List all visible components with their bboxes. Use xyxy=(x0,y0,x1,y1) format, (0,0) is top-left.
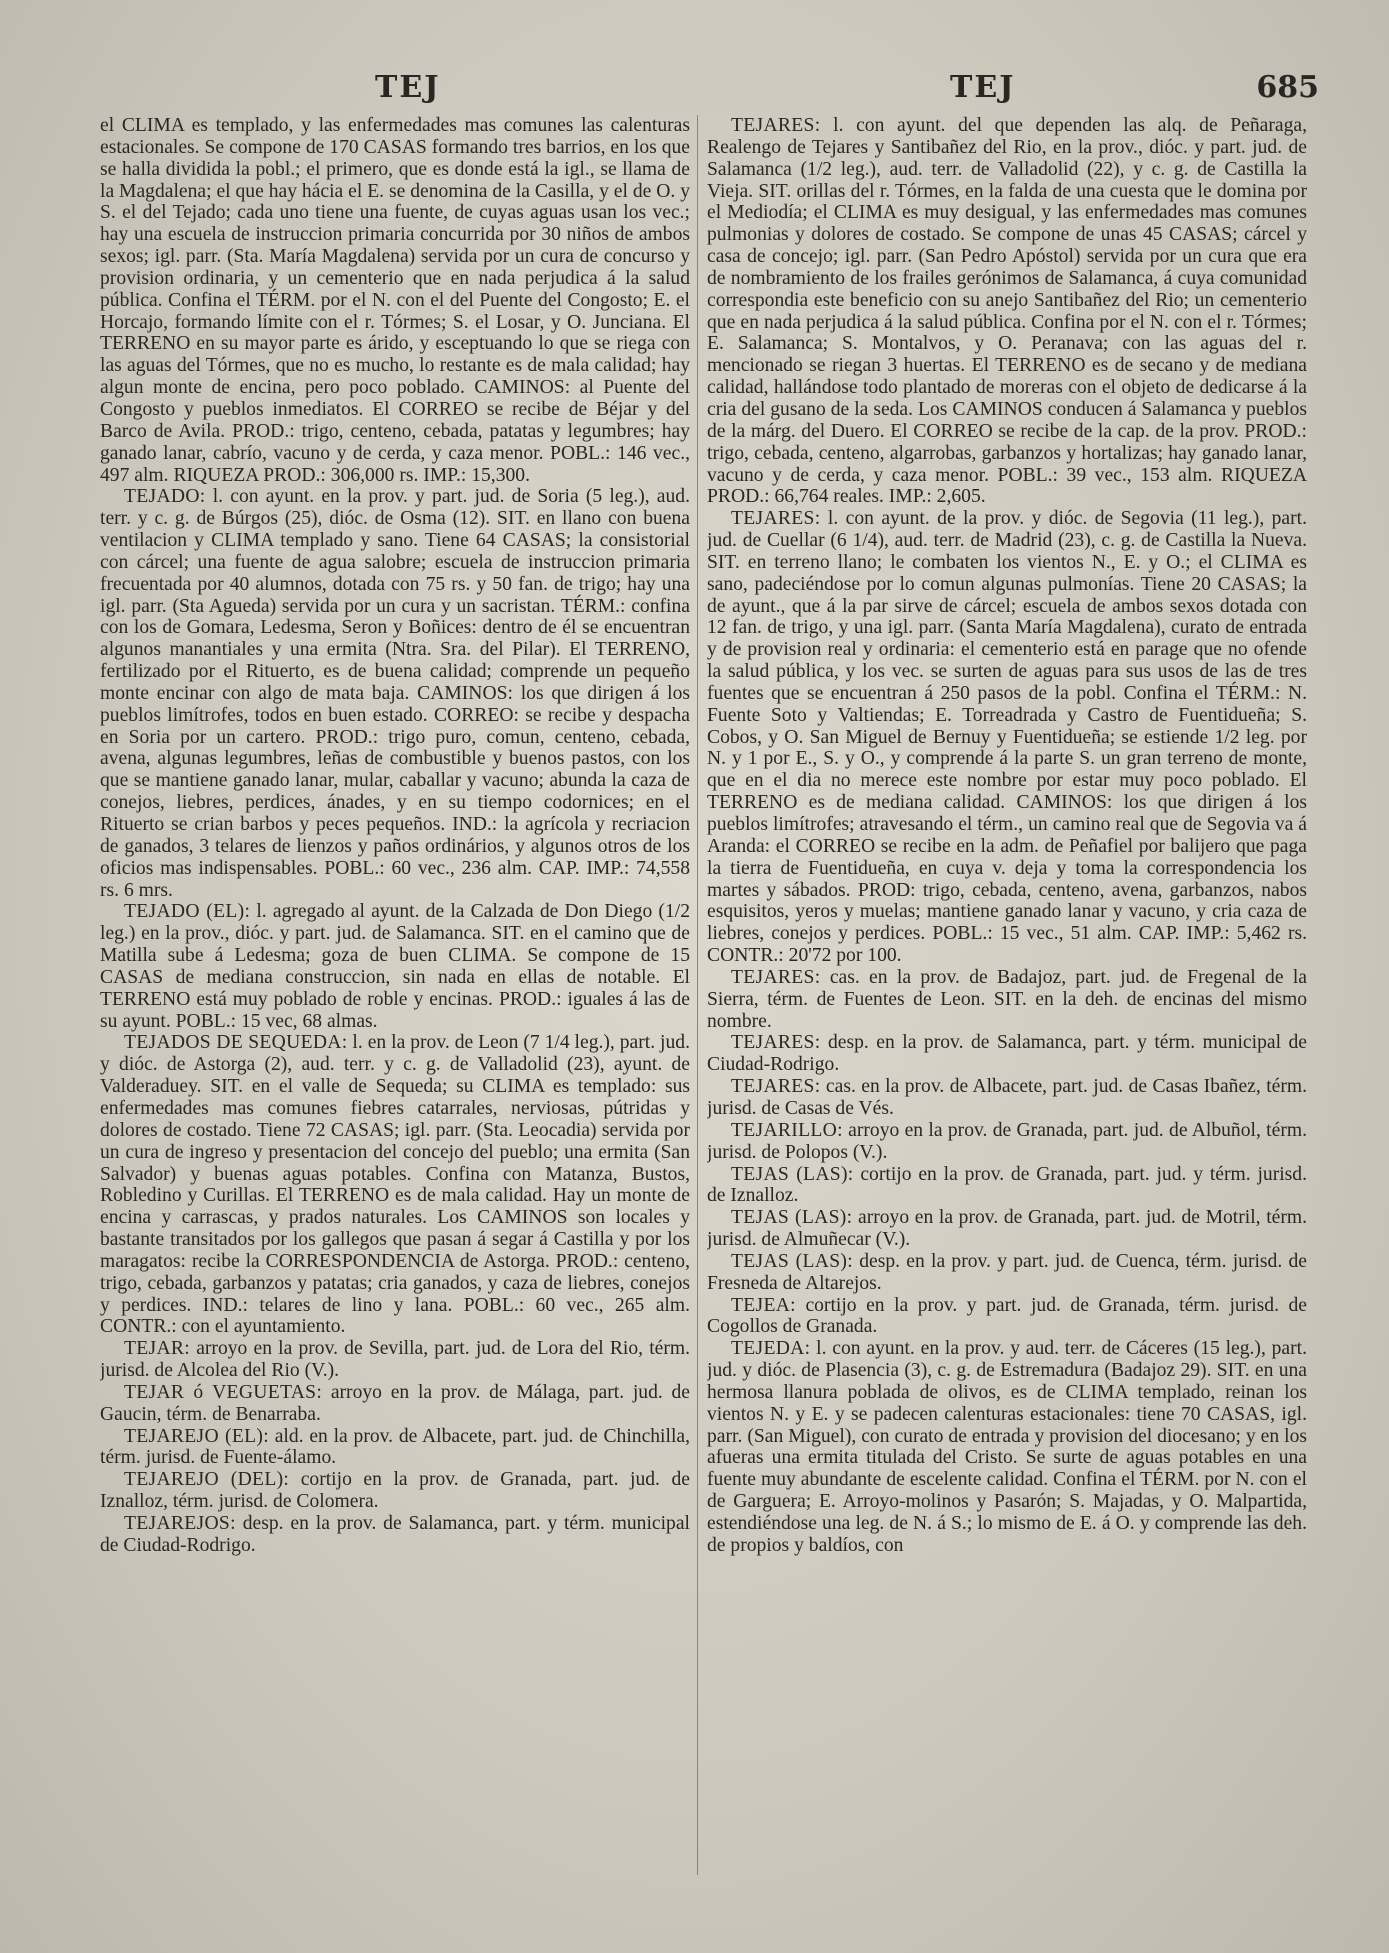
entry-text: arroyo en la prov. de Sevilla, part. jud. de Lora del Rio, térm. jurisd. de Alcolea del Rio (V.). xyxy=(100,1338,690,1382)
entry-head: TEJEDA: xyxy=(731,1338,811,1360)
entry-text: l. con ayunt. de la prov. y dióc. de Segovia (11 leg.), part. jud. de Cuellar (6 1/4), aud. terr. de Madrid (23), c. g. de Castilla la Nueva. SIT. en terreno llano; le combaten los vientos N., E. y O.; el CLIMA es sano, padeciéndose por lo comun algunas pulmonías. Tiene 20 CASAS; la de ayunt., que á la par sirve de cárcel; escuela de ambos sexos dotada con 12 fan. de trigo, y una igl. parr. (Santa María Magdalena), curato de entrada y de provision real y ordinaria: el cementerio está en parage que no ofende la salud pública, y los vec. se surten de aguas para sus usos de las de tres fuentes que se encuentran á 250 pasos de la pobl. Confina el TÉRM.: N. Fuente Soto y Valtiendas; E. Torreadrada y Castro de Fuentidueña; S. Cobos, y O. San Miguel de Bernuy y Fuentidueña; se estiende 1/2 leg. por N. y 1 por E., S. y O., y comprende á la parte S. un gran terreno de monte, que en el dia no merece este nombre por estar muy poco poblado. El TERRENO es de mediana calidad. CAMINOS: los que dirigen á los pueblos limítrofes; atravesando el térm., un camino real que de Segovia va á Aranda: el CORREO se recibe en la adm. de Peñafiel por balijero que paga la tierra de Fuentidueña, en cuya v. deja y toma la correspondencia los martes y sábados. PROD: trigo, cebada, centeno, avena, garbanzos, nabos esquisitos, yeros y muelas; mantiene ganado lanar y vacuno, y cria caza de liebres, conejos y perdices. POBL.: 15 vec., 51 alm. CAP. IMP.: 5,462 rs. CONTR.: 20'72 por 100. xyxy=(707,508,1307,967)
entry xyxy=(100,1426,690,1470)
entry-head: TEJARILLO: xyxy=(731,1119,843,1141)
entry-head: TEJAREJO (DEL): xyxy=(124,1469,290,1491)
entry-text: l. con ayunt. del que dependen las alq. de Peñaraga, Realengo de Tejares y Santibañez del Rio, en la prov., dióc. y part. jud. de Salamanca (1/2 leg.), aud. terr. de Valladolid (22), y c. g. de Castilla la Vieja. SIT. orillas del r. Tórmes, en la falda de una cuesta que le domina por el Mediodía; el CLIMA es muy desigual, y las enfermedades mas comunes pulmonias y dolores de costado. Se compone de unas 45 CASAS; cárcel y casa de concejo; igl. parr. (San Pedro Apóstol) servida por un cura que era de nombramiento de los frailes gerónimos de Salamanca, á cuya comunidad correspondia este beneficio con su anejo Santibañez del Rio; un cementerio que en nada perjudica á la salud pública. Confina por el N. con el r. Tórmes; E. Salamanca; S. Montalvos, y O. Peranava; con las aguas del r. mencionado se riegan 3 huertas. El TERRENO es de secano y de mediana calidad, hallándose todo plantado de moreras con el objeto de dedicarse á la cria del gusano de la seda. Los CAMINOS conducen á Salamanca y pueblos de la márg. del Duero. El CORREO se recibe de la cap. de la prov. PROD.: trigo, cebada, centeno, algarrobas, garbanzos y hortalizas; hay ganado lanar, vacuno y de cerda, y caza menor. POBL.: 39 vec., 153 alm. RIQUEZA PROD.: 66,764 reales. IMP.: 2,605. xyxy=(707,115,1307,508)
entry xyxy=(707,1120,1307,1164)
entry-text: arroyo en la prov. de Granada, part. jud. de Albuñol, térm. jurisd. de Polopos (V.). xyxy=(707,1119,1307,1163)
entry-text: cas. en la prov. de Albacete, part. jud. de Casas Ibañez, térm. jurisd. de Casas de Vés. xyxy=(707,1076,1307,1119)
entry-head: TEJADOS DE SEQUEDA: xyxy=(124,1032,348,1054)
right-running-head: TEJ xyxy=(950,70,1016,105)
entry xyxy=(100,1469,690,1513)
entry xyxy=(707,1076,1307,1120)
entry xyxy=(707,1032,1307,1076)
right-column xyxy=(707,115,1307,1875)
entry-head: TEJARES: xyxy=(731,508,821,530)
entry-text: arroyo en la prov. de Granada, part. jud. de Motril, térm. jurisd. de Almuñecar (V.). xyxy=(707,1207,1307,1251)
entry xyxy=(707,508,1307,967)
entry xyxy=(707,1164,1307,1208)
entry-text: l. en la prov. de Leon (7 1/4 leg.), part. jud. y dióc. de Astorga (2), aud. terr. y c. g. de Valladolid (23), ayunt. de Valderaduey. SIT. en el valle de Sequeda; su CLIMA es templado: sus enfermedades mas comunes fiebres catarrales, nerviosas, pútridas y dolores de costado. Tiene 72 CASAS; igl. parr. (Sta. Leocadia) servida por un cura de ingreso y presentacion del concejo del pueblo; una ermita (San Salvador) y buenas aguas potables. Confina con Matanza, Bustos, Robledino y Curillas. El TERRENO es de mala calidad. Hay un monte de encina y carrascas, y prados naturales. Los CAMINOS son locales y bastante transitados por los gallegos que pasan á segar á Castilla y por los maragatos: recibe la CORRESPONDENCIA de Astorga. PROD.: centeno, trigo, cebada, garbanzos y patatas; cria ganados, y caza de liebres, conejos y perdices. IND.: telares de lino y lana. POBL.: 60 vec., 265 alm. CONTR.: con el ayuntamiento. xyxy=(100,1032,690,1338)
entry-head: TEJAREJO (EL): xyxy=(124,1425,269,1447)
entry xyxy=(707,1338,1307,1556)
entry xyxy=(707,967,1307,1033)
entry-text: el CLIMA es templado, y las enfermedades mas comunes las calenturas estacionales. Se compone de 170 CASAS formando tres barrios, en los que se halla dividida la pobl.; el primero, que es donde está la igl., se llama de la Magdalena; el que hay hácia el E. se denomina de la Casilla, y el de O. y S. el del Tejado; cada uno tiene una fuente, de cuyas aguas usan los vec.; hay una escuela de instruccion primaria concurrida por 30 niños de ambos sexos; igl. parr. (Sta. María Magdalena) servida por un cura de concurso y provision ordinaria, y un cementerio que en nada perjudica á la salud pública. Confina el TÉRM. por el N. con el del Puente del Congosto; E. el Horcajo, formando límite con el r. Tórmes; S. el Losar, y O. Junciana. El TERRENO en su mayor parte es árido, y esceptuando lo que se riega con las aguas del Tórmes, que no es mucho, lo restante es de mala calidad; hay algun monte de encina, pero poco poblado. CAMINOS: al Puente del Congosto y pueblos inmediatos. El CORREO se recibe de Béjar y del Barco de Avila. PROD.: trigo, centeno, cebada, patatas y legumbres; hay ganado lanar, cabrío, vacuno y de cerda, y caza menor. POBL.: 146 vec., 497 alm. RIQUEZA PROD.: 306,000 rs. IMP.: 15,300. xyxy=(100,115,690,486)
entry-head: TEJAREJOS: xyxy=(124,1513,236,1534)
entry-head: TEJARES: xyxy=(731,115,821,136)
entry-text: desp. en la prov. y part. jud. de Cuenca, térm. jurisd. de Fresneda de Altarejos. xyxy=(707,1250,1307,1294)
left-column xyxy=(100,115,690,1875)
entry-text: cortijo en la prov. de Granada, part. jud. y térm. jurisd. de Iznalloz. xyxy=(707,1163,1307,1207)
entry-head: TEJEA: xyxy=(731,1294,796,1316)
entry-text: cortijo en la prov. de Granada, part. jud. de Iznalloz, térm. jurisd. de Colomera. xyxy=(100,1469,690,1513)
entry-head: TEJAR ó VEGUETAS: xyxy=(124,1381,323,1403)
entry-text: desp. en la prov. de Salamanca, part. y térm. municipal de Ciudad-Rodrigo. xyxy=(707,1032,1307,1076)
entry-text: desp. en la prov. de Salamanca, part. y térm. municipal de Ciudad-Rodrigo. xyxy=(100,1513,690,1556)
entry-text: cortijo en la prov. y part. jud. de Granada, térm. jurisd. de Cogollos de Granada. xyxy=(707,1294,1307,1338)
entry-text: cas. en la prov. de Badajoz, part. jud. de Fregenal de la Sierra, térm. de Fuentes de Leon. SIT. en la deh. de encinas del mismo nombre. xyxy=(707,966,1307,1032)
entry xyxy=(100,115,690,486)
entry xyxy=(100,901,690,1032)
column-divider xyxy=(697,115,698,1875)
entry xyxy=(707,1207,1307,1251)
entry xyxy=(707,1295,1307,1339)
entry-head: TEJARES: xyxy=(731,1032,821,1054)
entry-text: l. con ayunt. en la prov. y aud. terr. de Cáceres (15 leg.), part. jud. y dióc. de Plasencia (3), c. g. de Estremadura (Badajoz 29). SIT. en una hermosa llanura poblada de olivos, es de CLIMA templado, reinan los vientos N. y E. y se padecen calenturas estacionales: tiene 70 CASAS, igl. parr. (San Miguel), con curato de entrada y provision del diocesano; y en los afueras una ermita titulada del Cristo. Se surte de aguas potables en una fuente muy abundante de escelente calidad. Confina el TÉRM. por N. con el de Garguera; E. Arroyo-molinos y Pasarón; S. Majadas, y O. Malpartida, estendiéndose una leg. de N. á S.; lo mismo de E. á O. y comprende las deh. de propios y baldíos, con xyxy=(707,1338,1307,1556)
entry-text: l. con ayunt. en la prov. y part. jud. de Soria (5 leg.), aud. terr. y c. g. de Búrgos (25), dióc. de Osma (12). SIT. en llano con buena ventilacion y CLIMA templado y sano. Tiene 64 CASAS; la consistorial con cárcel; una fuente de agua salobre; escuela de instruccion primaria frecuentada por 40 alumnos, dotada con 75 rs. y 50 fan. de trigo; hay una igl. parr. (Sta Agueda) servida por un cura y un sacristan. TÉRM.: confina con los de Gomara, Ledesma, Seron y Boñices: dentro de él se encuentran algunos manantiales y una ermita (Ntra. Sra. del Pilar). El TERRENO, fertilizado por el Rituerto, es de buena calidad; comprende un pequeño monte encinar con algo de mata baja. CAMINOS: los que dirigen á los pueblos limítrofes, todos en buen estado. CORREO: se recibe y despacha en Soria por un cartero. PROD.: trigo puro, comun, centeno, cebada, avena, algunas legumbres, leñas de combustible y buenos pastos, con los que se mantiene ganado lanar, mular, caballar y vacuno; abunda la caza de conejos, liebres, perdices, ánades, y en su tiempo codornices; en el Rituerto se crian barbos y peces pequeños. IND.: la agrícola y recriacion de ganados, 3 telares de lienzos y paños ordinários, y algunos otros de los oficios mas indispensables. POBL.: 60 vec., 236 alm. CAP. IMP.: 74,558 rs. 6 mrs. xyxy=(100,486,690,901)
entry xyxy=(100,1032,690,1338)
entry xyxy=(100,1382,690,1426)
entry xyxy=(100,1513,690,1557)
entry-text: ald. en la prov. de Albacete, part. jud. de Chinchilla, térm. jurisd. de Fuente-álamo. xyxy=(100,1425,690,1469)
entry-head: TEJARES: xyxy=(731,966,821,988)
entry xyxy=(100,1338,690,1382)
entry-head: TEJARES: xyxy=(731,1076,821,1098)
entry-head: TEJADO (EL): xyxy=(124,901,251,923)
left-running-head: TEJ xyxy=(375,70,441,105)
entry-text: arroyo en la prov. de Málaga, part. jud. de Gaucin, térm. de Benarraba. xyxy=(100,1381,690,1425)
entry-text: l. agregado al ayunt. de la Calzada de Don Diego (1/2 leg.) en la prov., dióc. y part. jud. de Salamanca. SIT. en el camino que de Matilla sube á Ledesma; goza de buen CLIMA. Se compone de 15 CASAS de mediana construccion, sin nada en ellas de notable. El TERRENO está muy poblado de roble y encinas. PROD.: iguales á las de su ayunt. POBL.: 15 vec, 68 almas. xyxy=(100,901,690,1032)
entry xyxy=(707,115,1307,508)
entry-head: TEJAR: xyxy=(124,1338,191,1360)
entry-head: TEJAS (LAS): xyxy=(731,1207,853,1229)
entry xyxy=(100,486,690,901)
entry xyxy=(707,1251,1307,1295)
entry-head: TEJAS (LAS): xyxy=(731,1163,854,1185)
running-header xyxy=(90,70,1319,114)
entry-head: TEJAS (LAS): xyxy=(731,1250,853,1272)
page-number: 685 xyxy=(1256,70,1319,105)
entry-head: TEJADO: xyxy=(124,486,206,508)
